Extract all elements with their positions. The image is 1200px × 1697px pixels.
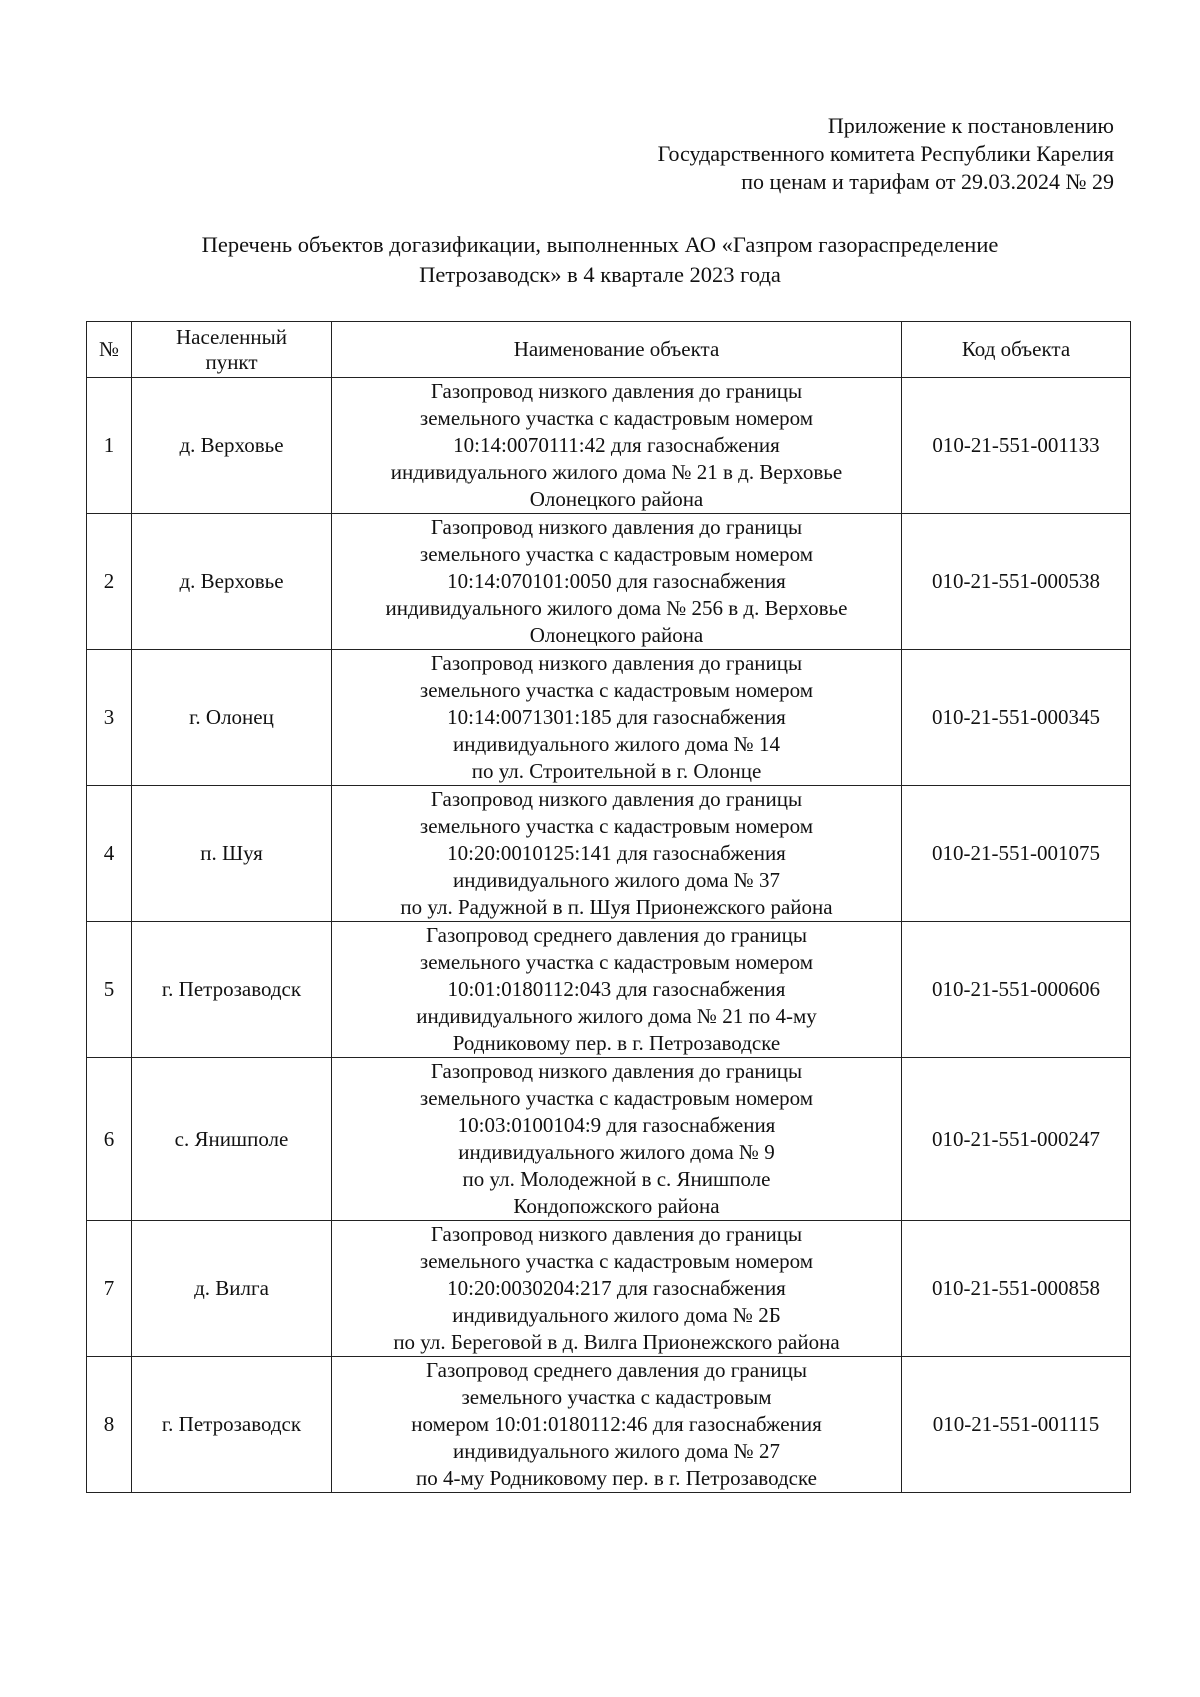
row-object-code: 010-21-551-000247 — [902, 1058, 1131, 1221]
table-row — [87, 1058, 1131, 1221]
object-name-line: Олонецкого района — [529, 487, 704, 511]
column-header-place-line: Населенный — [175, 324, 287, 349]
row-settlement: д. Верховье — [132, 378, 332, 514]
object-name-line: Газопровод среднего давления до границы — [426, 923, 807, 947]
object-name-line: 10:14:0070111:42 для газоснабжения — [453, 433, 780, 457]
row-settlement: п. Шуя — [132, 786, 332, 922]
row-object-code: 010-21-551-000858 — [902, 1221, 1131, 1357]
object-name-line: земельного участка с кадастровым — [461, 1385, 772, 1409]
object-name-line: Газопровод среднего давления до границы — [426, 1358, 807, 1382]
column-header-place-line: пункт — [205, 349, 258, 374]
object-name-line: индивидуального жилого дома № 27 — [453, 1439, 780, 1463]
object-name-line: Газопровод низкого давления до границы — [430, 515, 803, 539]
row-settlement: г. Петрозаводск — [132, 922, 332, 1058]
object-name-line: Газопровод низкого давления до границы — [430, 651, 803, 675]
row-number: 5 — [87, 922, 132, 1058]
table-row — [87, 1221, 1131, 1357]
row-settlement: с. Янишполе — [132, 1058, 332, 1221]
row-number: 7 — [87, 1221, 132, 1357]
object-name-line: Кондопожского района — [513, 1194, 720, 1218]
object-name-line: земельного участка с кадастровым номером — [419, 950, 814, 974]
row-object-name — [332, 1357, 902, 1493]
row-number: 4 — [87, 786, 132, 922]
object-name-line: земельного участка с кадастровым номером — [419, 542, 814, 566]
row-object-code: 010-21-551-001133 — [902, 378, 1131, 514]
object-name-line: индивидуального жилого дома № 21 в д. Верховье — [390, 460, 843, 484]
object-name-line: земельного участка с кадастровым номером — [419, 678, 814, 702]
row-settlement: г. Петрозаводск — [132, 1357, 332, 1493]
object-name-line: индивидуального жилого дома № 2Б — [452, 1303, 781, 1327]
object-name-line: Газопровод низкого давления до границы — [430, 787, 803, 811]
object-name-line: по ул. Молодежной в с. Янишполе — [462, 1167, 771, 1191]
row-object-code: 010-21-551-001075 — [902, 786, 1131, 922]
table-row — [87, 378, 1131, 514]
appendix-line: по ценам и тарифам от 29.03.2024 № 29 — [741, 169, 1114, 194]
row-number: 6 — [87, 1058, 132, 1221]
column-header-code: Код объекта — [902, 322, 1131, 378]
column-header-place — [132, 322, 332, 378]
appendix-line: Государственного комитета Республики Карелия — [657, 141, 1114, 166]
row-object-name — [332, 650, 902, 786]
column-header-number: № — [87, 322, 132, 378]
object-name-line: Газопровод низкого давления до границы — [430, 1222, 803, 1246]
object-name-line: 10:01:0180112:043 для газоснабжения — [447, 977, 786, 1001]
object-name-line: по 4-му Родниковому пер. в г. Петрозаводске — [416, 1466, 817, 1490]
document-title — [86, 230, 1114, 290]
object-name-line: индивидуального жилого дома № 256 в д. Верховье — [385, 596, 848, 620]
table-body — [87, 378, 1131, 1493]
row-object-code: 010-21-551-001115 — [902, 1357, 1131, 1493]
object-name-line: 10:14:0071301:185 для газоснабжения — [447, 705, 786, 729]
table-row — [87, 514, 1131, 650]
row-object-name — [332, 922, 902, 1058]
table-row — [87, 786, 1131, 922]
object-name-line: индивидуального жилого дома № 9 — [458, 1140, 775, 1164]
row-object-name — [332, 378, 902, 514]
appendix-header — [658, 112, 1114, 196]
row-number: 8 — [87, 1357, 132, 1493]
row-settlement: д. Вилга — [132, 1221, 332, 1357]
objects-table — [86, 321, 1131, 1493]
object-name-line: по ул. Строительной в г. Олонце — [471, 759, 762, 783]
object-name-line: номером 10:01:0180112:46 для газоснабжения — [411, 1412, 822, 1436]
object-name-line: по ул. Береговой в д. Вилга Прионежского района — [393, 1330, 840, 1354]
object-name-line: индивидуального жилого дома № 21 по 4-му — [416, 1004, 817, 1028]
table-row — [87, 1357, 1131, 1493]
object-name-line: 10:03:0100104:9 для газоснабжения — [457, 1113, 776, 1137]
object-name-line: 10:14:070101:0050 для газоснабжения — [447, 569, 786, 593]
title-line: Перечень объектов догазификации, выполненных АО «Газпром газораспределение — [201, 232, 999, 257]
object-name-line: индивидуального жилого дома № 14 — [453, 732, 780, 756]
object-name-line: земельного участка с кадастровым номером — [419, 1086, 814, 1110]
object-name-line: Газопровод низкого давления до границы — [430, 1059, 803, 1083]
table-header-row — [87, 322, 1131, 378]
object-name-line: 10:20:0010125:141 для газоснабжения — [447, 841, 786, 865]
object-name-line: по ул. Радужной в п. Шуя Прионежского района — [400, 895, 833, 919]
title-line: Петрозаводск» в 4 квартале 2023 года — [419, 262, 781, 287]
appendix-line: Приложение к постановлению — [827, 113, 1114, 138]
object-name-line: Олонецкого района — [529, 623, 704, 647]
table-row — [87, 650, 1131, 786]
object-name-line: земельного участка с кадастровым номером — [419, 1249, 814, 1273]
row-number: 2 — [87, 514, 132, 650]
row-number: 1 — [87, 378, 132, 514]
row-object-name — [332, 786, 902, 922]
object-name-line: Газопровод низкого давления до границы — [430, 379, 803, 403]
object-name-line: 10:20:0030204:217 для газоснабжения — [447, 1276, 786, 1300]
table-row — [87, 922, 1131, 1058]
row-number: 3 — [87, 650, 132, 786]
row-object-name — [332, 1058, 902, 1221]
row-object-code: 010-21-551-000345 — [902, 650, 1131, 786]
row-object-name — [332, 514, 902, 650]
object-name-line: земельного участка с кадастровым номером — [419, 814, 814, 838]
object-name-line: Родниковому пер. в г. Петрозаводске — [452, 1031, 781, 1055]
object-name-line: земельного участка с кадастровым номером — [419, 406, 814, 430]
row-settlement: г. Олонец — [132, 650, 332, 786]
row-object-code: 010-21-551-000606 — [902, 922, 1131, 1058]
object-name-line: индивидуального жилого дома № 37 — [453, 868, 780, 892]
row-settlement: д. Верховье — [132, 514, 332, 650]
column-header-name: Наименование объекта — [332, 322, 902, 378]
row-object-name — [332, 1221, 902, 1357]
row-object-code: 010-21-551-000538 — [902, 514, 1131, 650]
